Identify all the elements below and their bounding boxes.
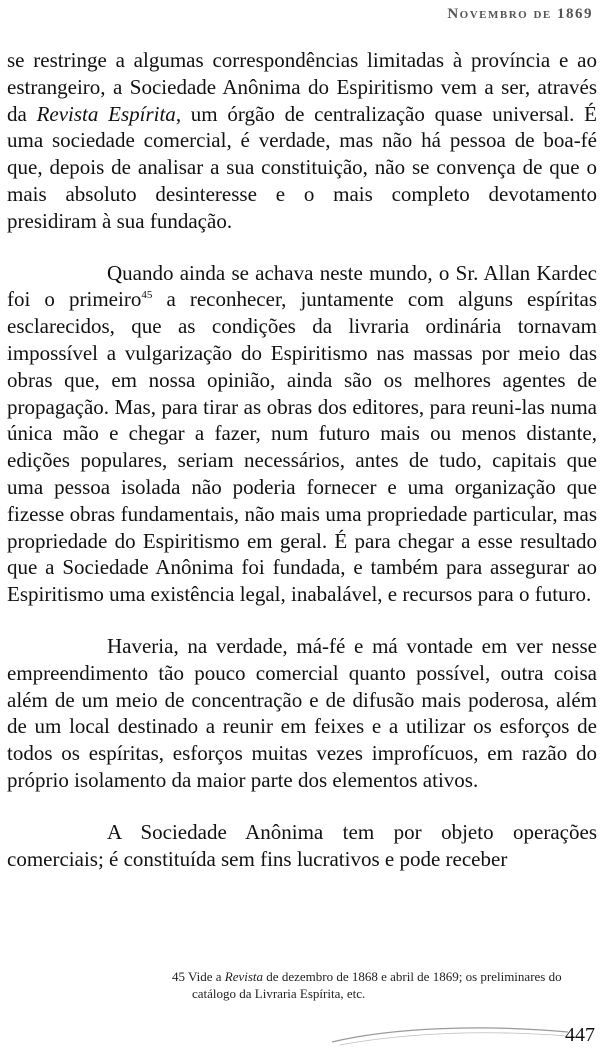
text-segment: se restringe a algumas correspondências limitadas à província e ao estrangeiro, a Sociedade Anônima do Espiritismo vem a ser, através da (7, 48, 597, 126)
page-number: 447 (565, 1024, 595, 1046)
italic-title: Revista Espírita (36, 101, 176, 126)
decorative-swash-ornament (330, 1018, 570, 1048)
footnote-45 (172, 968, 597, 1002)
paragraph (7, 819, 597, 873)
text-segment: Haveria, na verdade, má-fé e má vontade em ver nesse empreendimento tão pouco comercial quanto possível, outra coisa além de um meio de concentração e de difusão mais poderosa, além de um local destinado a reunir em feixes e a utilizar os esforços de todos os espíritas, esforços muitas vezes improfícuos, em razão do próprio isolamento da maior parte dos elementos ativos. (7, 633, 597, 792)
text-segment: 45 Vide a (172, 969, 225, 984)
text-segment: , um órgão de centralização quase universal. É uma sociedade comercial, é verdade, mas não há pessoa de boa-fé que, depois de analisar a sua constituição, não se convença de que o mais absoluto desinteresse e o mais completo devotamento presidiram à sua fundação. (7, 101, 597, 233)
text-segment: de dezembro de 1868 e abril de 1869; os preliminares do catálogo da Livraria Espírita, etc. (192, 969, 562, 1001)
text-segment: A Sociedade Anônima tem por objeto operações comerciais; é constituída sem fins lucrativos e pode receber (7, 819, 597, 871)
text-segment: a reconhecer, juntamente com alguns espíritas esclarecidos, que as condições da livraria ordinária tornavam impossível a vulgarização do Espiritismo nas massas por meio das obras que, em nossa opinião, ainda são os melhores agentes de propagação. Mas, para tirar as obras dos editores, para reuni-las numa única mão e chegar a fazer, num futuro mais ou menos distante, edições populares, seriam necessários, antes de tudo, capitais que uma pessoa isolada não poderia fornecer e uma organização que fizesse obras fundamentais, não mais uma propriedade particular, mas propriedade do Espiritismo em geral. É para chegar a esse resultado que a Sociedade Anônima foi fundada, e também para assegurar ao Espiritismo uma existência legal, inabalável, e recursos para o futuro. (7, 287, 598, 607)
text-segment: Quando ainda se achava neste mundo, o Sr. Allan Kardec foi o primeiro (7, 260, 597, 312)
paragraph (7, 47, 597, 235)
paragraph (7, 633, 597, 794)
footnote-reference: 45 (141, 289, 153, 302)
italic-title: Revista (224, 969, 264, 984)
body-text (7, 47, 597, 897)
running-header: Novembro de 1869 (447, 6, 593, 22)
paragraph (7, 260, 597, 608)
